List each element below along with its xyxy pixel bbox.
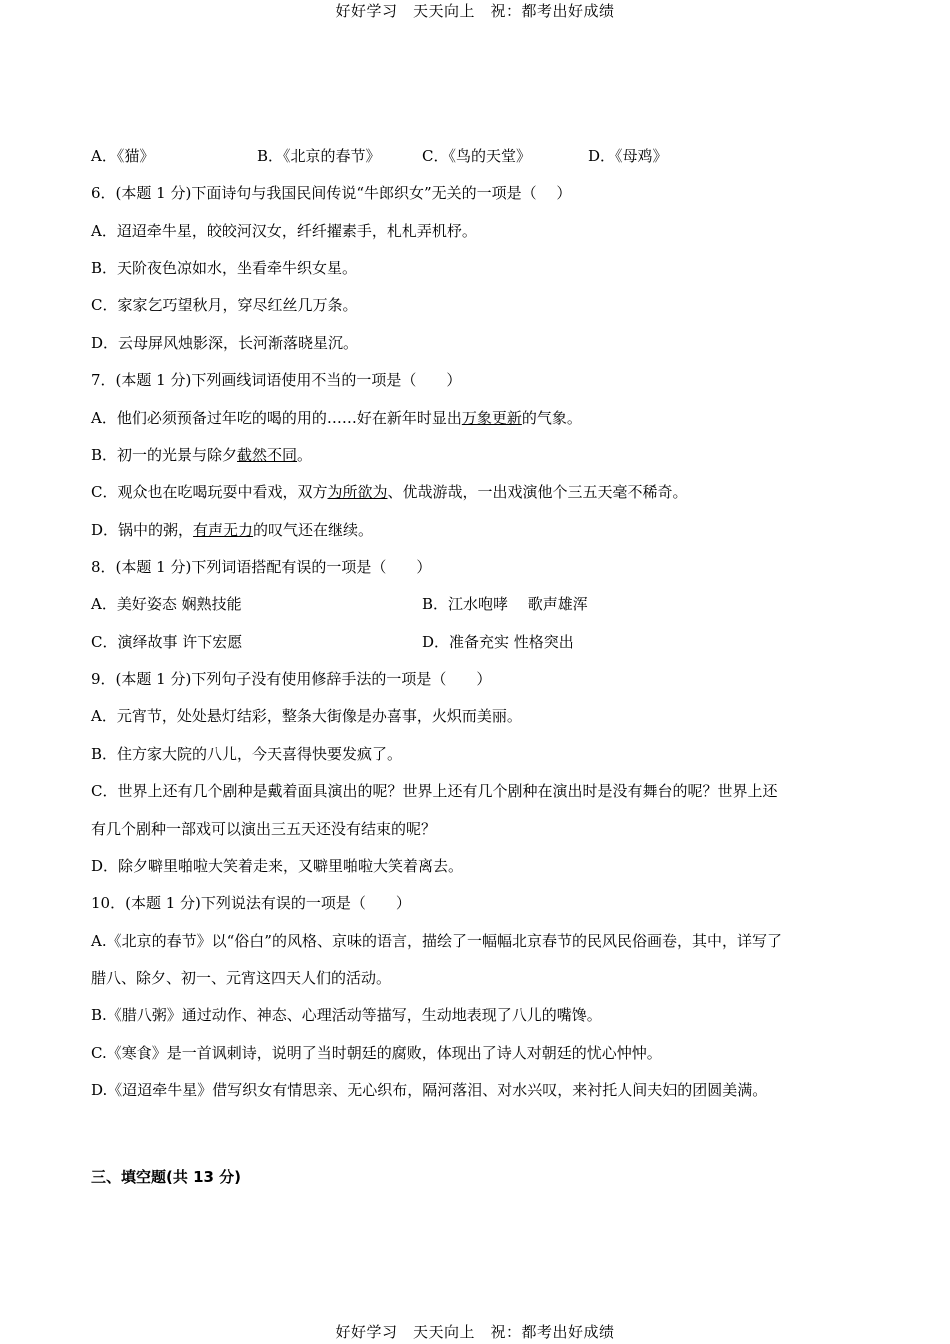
q7-b-underlined: 截然不同	[237, 446, 298, 464]
q9-stem: 9．(本题 1 分)下列句子没有使用修辞手法的一项是（ ）	[91, 670, 492, 688]
q6-option-c: C．家家乞巧望秋月，穿尽红丝几万条。	[91, 296, 358, 314]
q10-stem: 10．(本题 1 分)下列说法有误的一项是（ ）	[91, 894, 411, 912]
q10-option-c: C.《寒食》是一首讽刺诗，说明了当时朝廷的腐败，体现出了诗人对朝廷的忧心忡忡。	[91, 1044, 662, 1062]
q8-option-c: C．演绎故事 许下宏愿	[91, 633, 243, 651]
q8-stem: 8．(本题 1 分)下列词语搭配有误的一项是（ ）	[91, 558, 432, 576]
q7-a-underlined: 万象更新	[461, 409, 522, 427]
q7-a-post: 的气象。	[521, 409, 582, 427]
q7-option-c	[91, 481, 688, 502]
q5-option-b: B．《北京的春节》	[257, 147, 381, 165]
q7-d-post: 的叹气还在继续。	[253, 521, 374, 539]
q9-option-a: A．元宵节，处处悬灯结彩，整条大街像是办喜事，火炽而美丽。	[91, 707, 522, 725]
q9-option-c-line1: C．世界上还有几个剧种是戴着面具演出的呢？世界上还有几个剧种在演出时是没有舞台的呢？世界上还	[91, 782, 778, 800]
q7-b-post: 。	[297, 446, 313, 464]
q7-d-underlined: 有声无力	[193, 521, 254, 539]
q7-option-a	[91, 407, 582, 428]
q6-option-a: A．迢迢牵牛星，皎皎河汉女，纤纤擢素手，札札弄机杼。	[91, 222, 477, 240]
q8-option-b: B．江水咆哮 歌声雄浑	[422, 595, 588, 613]
q10-option-d: D.《迢迢牵牛星》借写织女有情思亲、无心织布，隔河落泪、对水兴叹，来衬托人间夫妇的团圆美满。	[91, 1081, 768, 1099]
q9-option-b: B．住方家大院的八儿，今天喜得快要发疯了。	[91, 745, 403, 763]
q5-option-a: A．《猫》	[91, 147, 155, 165]
q7-d-pre: D．锅中的粥，	[91, 521, 194, 539]
section-3-title: 三、填空题(共 13 分)	[91, 1168, 242, 1186]
q6-stem: 6．(本题 1 分)下面诗句与我国民间传说“牛郎织女”无关的一项是（ ）	[91, 184, 572, 202]
q10-option-a-line2: 腊八、除夕、初一、元宵这四天人们的活动。	[91, 969, 392, 987]
q7-option-d	[91, 519, 373, 540]
q7-a-pre: A．他们必须预备过年吃的喝的用的……好在新年时显出	[91, 409, 462, 427]
page-footer: 好好学习 天天向上 祝：都考出好成绩	[335, 1323, 615, 1341]
q5-option-d: D．《母鸡》	[588, 147, 668, 165]
q8-option-a: A．美好姿态 娴熟技能	[91, 595, 242, 613]
q7-c-underlined: 为所欲为	[327, 483, 388, 501]
q7-b-pre: B．初一的光景与除夕	[91, 446, 238, 464]
q6-option-d: D．云母屏风烛影深，长河渐落晓星沉。	[91, 334, 359, 352]
q7-option-b	[91, 444, 312, 465]
q10-option-b: B.《腊八粥》通过动作、神态、心理活动等描写，生动地表现了八儿的嘴馋。	[91, 1006, 602, 1024]
q7-c-post: 、优哉游哉，一出戏演他个三五天毫不稀奇。	[387, 483, 688, 501]
q9-option-d: D．除夕噼里啪啦大笑着走来，又噼里啪啦大笑着离去。	[91, 857, 464, 875]
q5-option-c: C．《鸟的天堂》	[422, 147, 531, 165]
q10-option-a-line1: A.《北京的春节》以“俗白”的风格、京味的语言，描绘了一幅幅北京春节的民风民俗画卷，其中，详写了	[91, 932, 782, 950]
q9-option-c-line2: 有几个剧种一部戏可以演出三五天还没有结束的呢？	[91, 820, 437, 838]
q7-c-pre: C．观众也在吃喝玩耍中看戏，双方	[91, 483, 328, 501]
q6-option-b: B．天阶夜色凉如水，坐看牵牛织女星。	[91, 259, 358, 277]
q8-option-d: D．准备充实 性格突出	[422, 633, 574, 651]
page-header: 好好学习 天天向上 祝：都考出好成绩	[335, 2, 615, 20]
q7-stem: 7．(本题 1 分)下列画线词语使用不当的一项是（ ）	[91, 371, 462, 389]
